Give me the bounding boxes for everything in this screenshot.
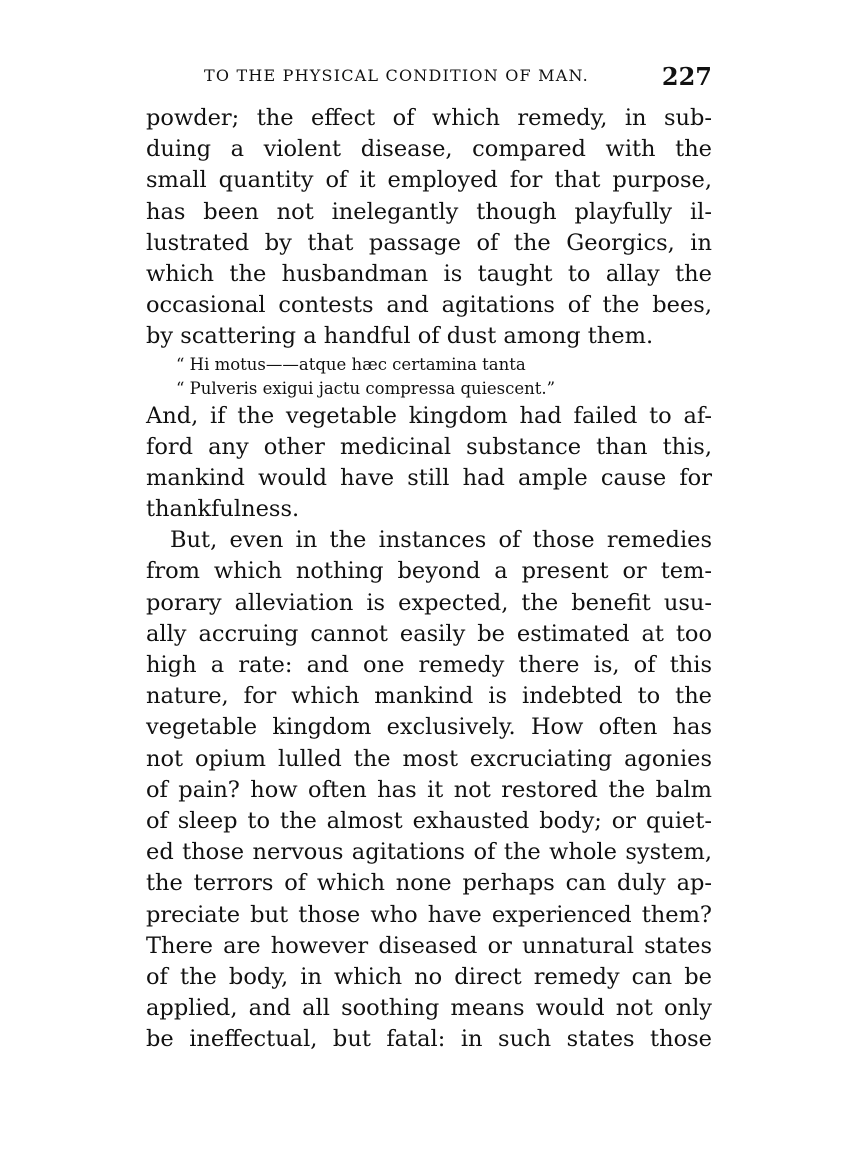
text-line: But, even in the instances of those remedies [170, 527, 712, 554]
text-line: There are however diseased or unnatural states [146, 932, 712, 959]
running-title: TO THE PHYSICAL CONDITION OF MAN. [204, 66, 589, 85]
running-head [146, 62, 712, 92]
body-text [146, 103, 712, 1055]
text-line: small quantity of it employed for that purpose, [146, 167, 712, 194]
text-line: of pain? how often has it not restored the balm [146, 776, 712, 803]
verse-quotation [146, 353, 712, 401]
text-line: by scattering a handful of dust among them. [146, 323, 654, 350]
paragraph-1 [146, 103, 712, 353]
text-line: not opium lulled the most excruciating agonies [146, 745, 712, 772]
text-line: which the husbandman is taught to allay the [146, 260, 712, 287]
paragraph-2 [146, 401, 712, 526]
text-line: ford any other medicinal substance than this, [146, 433, 712, 460]
verse-line: “ Pulveris exigui jactu compressa quiescent.” [176, 378, 556, 398]
text-line: occasional contests and agitations of the bees, [146, 292, 712, 319]
verse-line: “ Hi motus——atque hæc certamina tanta [176, 354, 526, 374]
page-number: 227 [661, 62, 712, 91]
text-line: lustrated by that passage of the Georgics, in [146, 229, 712, 256]
text-line: be ineffectual, but fatal: in such states those [146, 1026, 712, 1053]
text-line: the terrors of which none perhaps can duly ap- [146, 870, 712, 897]
text-line: high a rate: and one remedy there is, of this [146, 652, 712, 678]
text-line: porary alleviation is expected, the benefit usu- [146, 589, 712, 616]
paragraph-3 [146, 525, 712, 1055]
text-line: thankfulness. [146, 496, 300, 523]
text-line: preciate but those who have experienced them? [146, 901, 712, 928]
text-line: mankind would have still had ample cause for [146, 464, 712, 491]
text-line: of the body, in which no direct remedy can be [146, 963, 712, 990]
text-line: ally accruing cannot easily be estimated at too [146, 620, 712, 647]
text-line: vegetable kingdom exclusively. How often has [146, 714, 712, 741]
text-line: has been not inelegantly though playfully il- [146, 198, 712, 225]
text-line: from which nothing beyond a present or tem- [146, 558, 712, 585]
text-line: ed those nervous agitations of the whole system, [146, 839, 712, 866]
text-line: powder; the effect of which remedy, in sub- [146, 105, 712, 131]
text-line: applied, and all soothing means would not only [146, 995, 712, 1022]
text-line: nature, for which mankind is indebted to the [146, 683, 712, 710]
text-line: And, if the vegetable kingdom had failed to af- [146, 402, 712, 429]
text-line: duing a violent disease, compared with the [146, 136, 712, 163]
text-line: of sleep to the almost exhausted body; or quiet- [146, 807, 712, 834]
